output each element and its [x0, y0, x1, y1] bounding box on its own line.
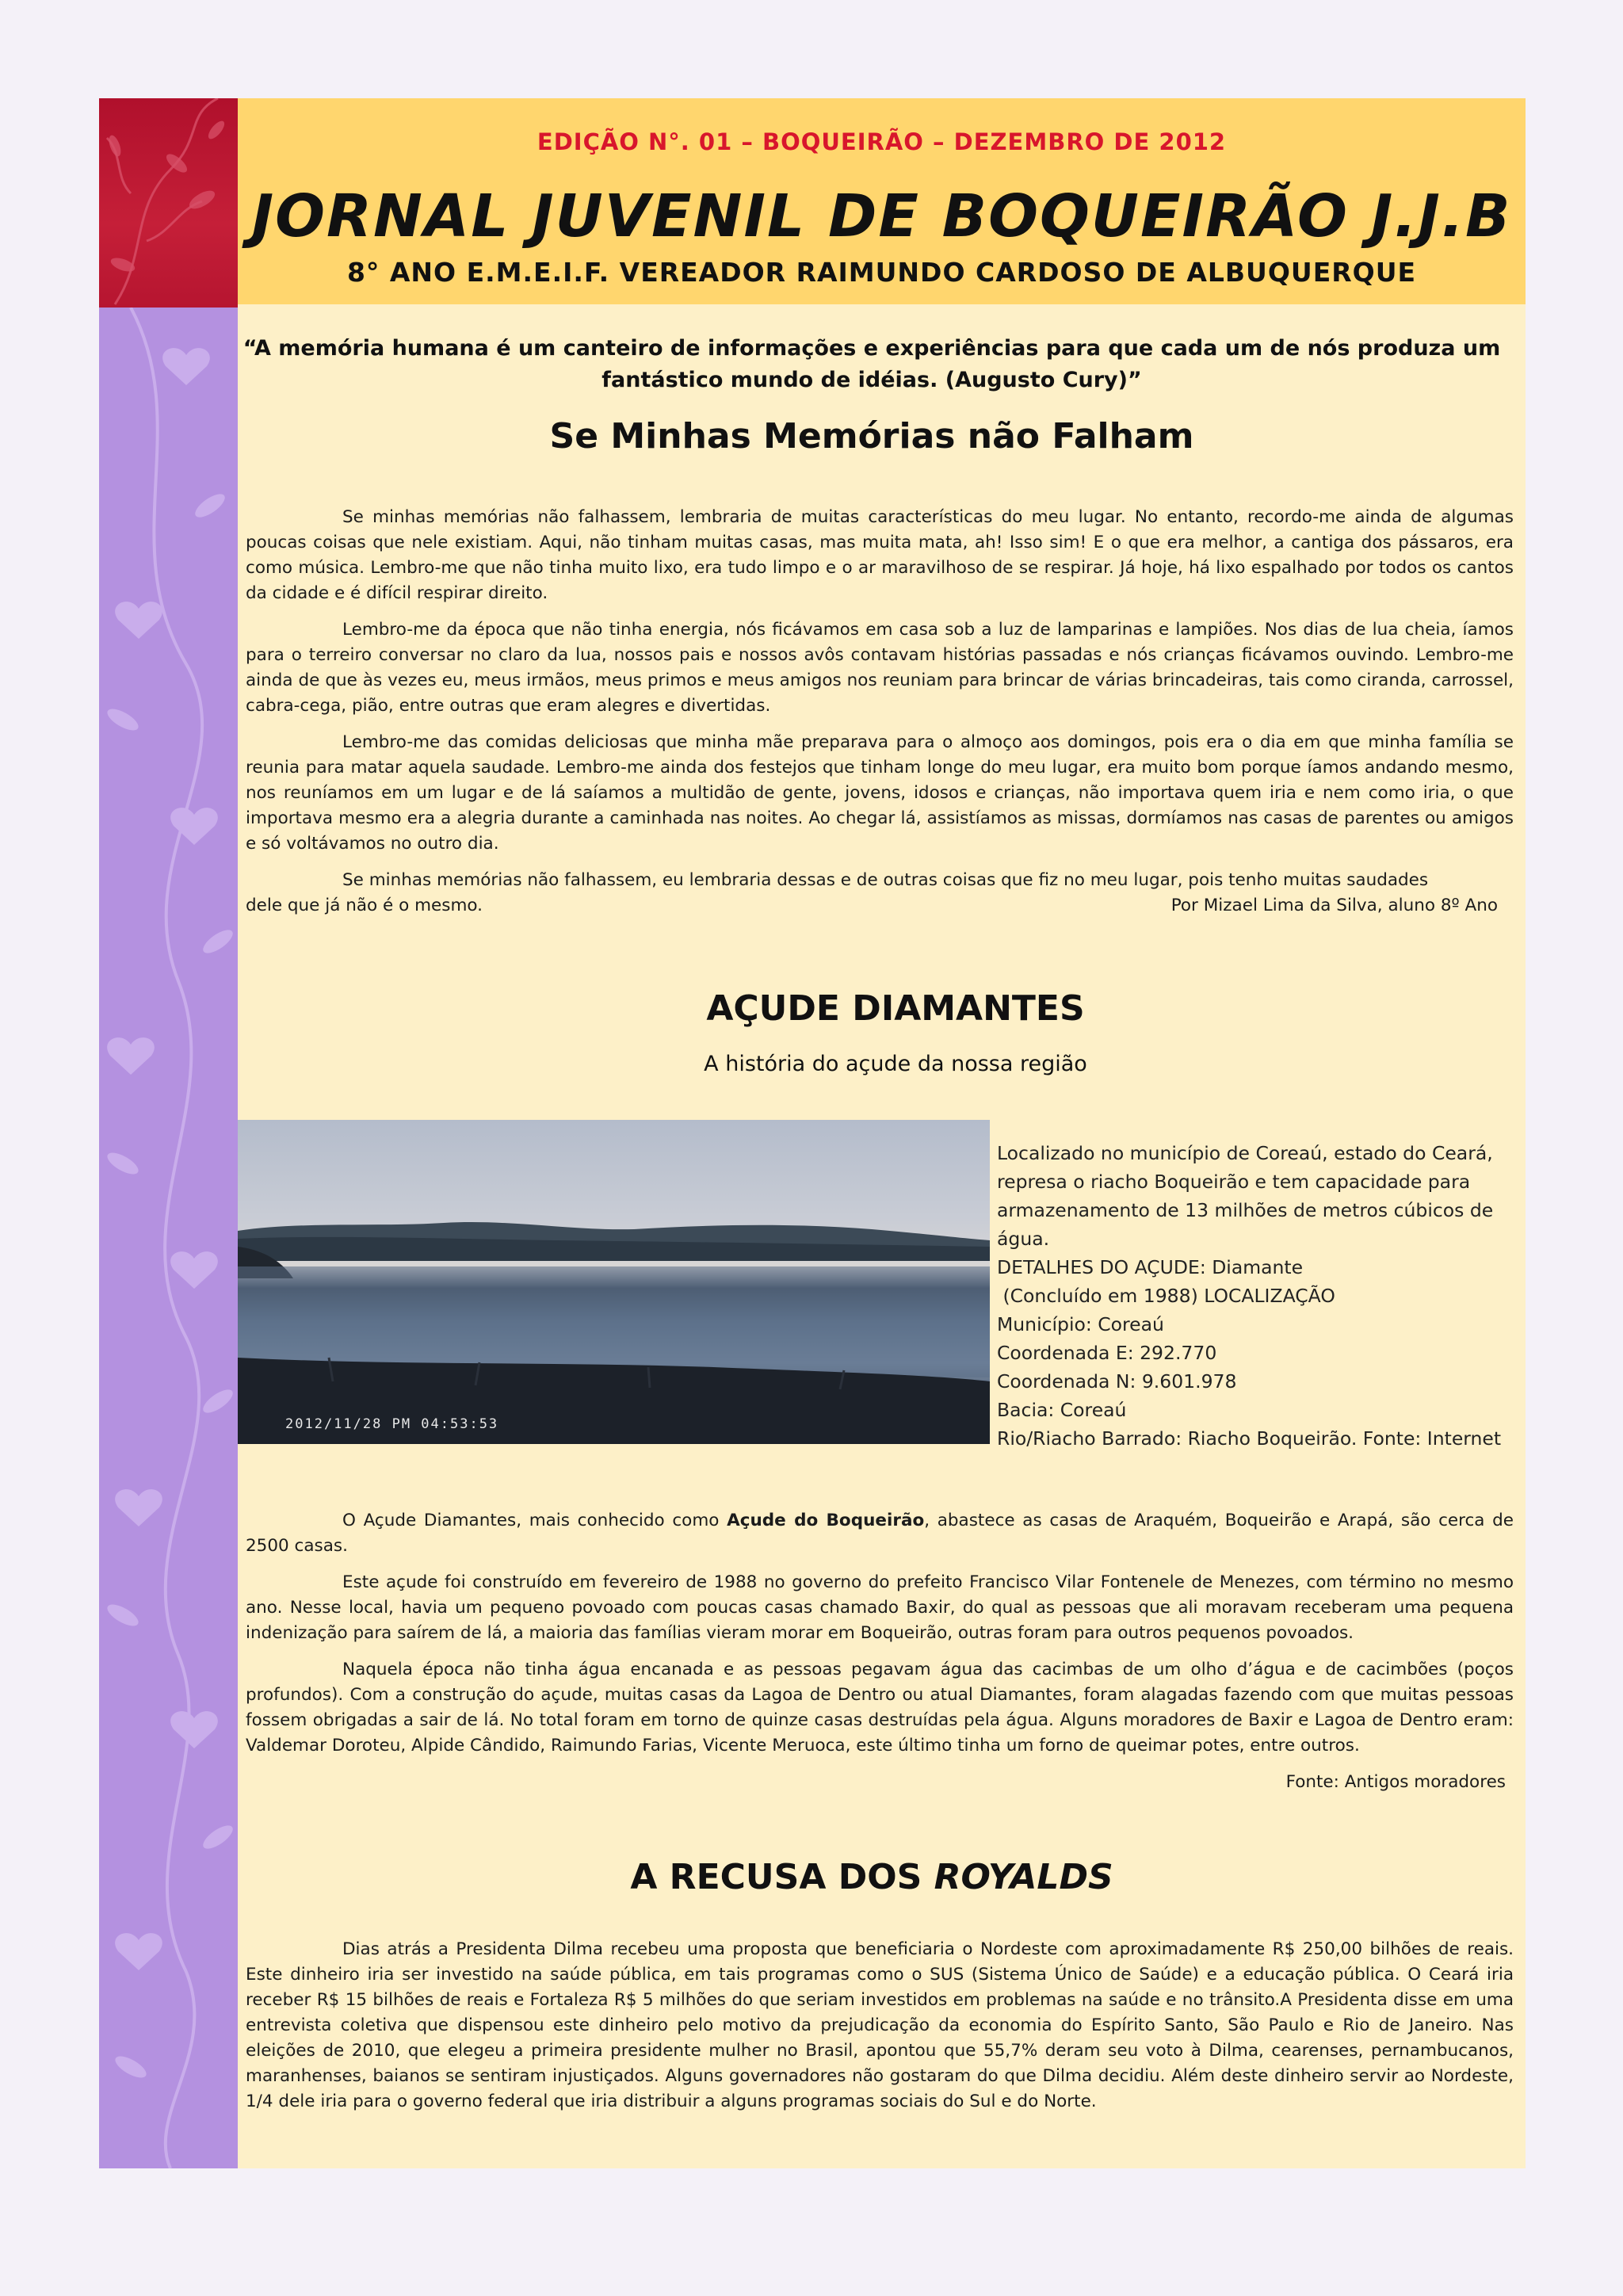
reservoir-facts	[997, 1139, 1520, 1453]
fact-line: Localizado no município de Coreaú, estado do Ceará,	[997, 1142, 1493, 1164]
article1-paragraph: Lembro-me da época que não tinha energia, nós ficávamos em casa sob a luz de lamparinas e lampiões. Nos dias de lua cheia, íamos para o terreiro conversar no claro da lua, nossos pais e nossos avôs contavam histórias passadas e nós crianças ficávamos ouvindo. Lembro-me ainda de que às vezes eu, meus irmãos, meus primos e meus amigos nos reuniam para brincar de várias brincadeiras, tais como ciranda, carrossel, cabra-cega, pião, entre outras que eram alegres e divertidas.	[246, 620, 1514, 716]
article2-paragraph	[246, 1508, 1514, 1559]
article2-p1-bold: Açude do Boqueirão	[727, 1511, 925, 1530]
article3-title-italic: ROYALDS	[934, 1857, 1113, 1897]
sidebar-purple-block	[99, 308, 238, 2168]
school-name: 8° ANO E.M.E.I.F. VEREADOR RAIMUNDO CARDOSO DE ALBUQUERQUE	[346, 257, 1417, 288]
fact-line: água.	[997, 1228, 1050, 1250]
fact-line: Município: Coreaú	[997, 1313, 1164, 1335]
article1-closing	[246, 893, 1514, 919]
article1-paragraph: Se minhas memórias não falhassem, eu lembraria dessas e de outras coisas que fiz no meu lugar, pois tenho muitas saudades	[342, 870, 1429, 890]
article2-source: Fonte: Antigos moradores	[1285, 1772, 1506, 1792]
reservoir-landscape-image	[238, 1120, 990, 1444]
fact-line: represa o riacho Boqueirão e tem capacidade para	[997, 1171, 1471, 1193]
fact-line: Rio/Riacho Barrado: Riacho Boqueirão. Fonte: Internet	[997, 1427, 1502, 1450]
article2-paragraph: Este açude foi construído em fevereiro de 1988 no governo do prefeito Francisco Vilar Fontenele de Menezes, com término no mesmo ano. Nesse local, havia um pequeno povoado com poucas casas chamado Baxir, do qual as pessoas que ali moravam receberam uma pequena indenização para saírem de lá, a maioria das famílias vieram morar em Boqueirão, outras foram para outros pequenos povoados.	[246, 1572, 1514, 1643]
article1-paragraph: Se minhas memórias não falhassem, lembraria de muitas características do meu lugar. No entanto, recordo-me ainda de algumas poucas coisas que nele existiam. Aqui, não tinham muitas casas, mas muita mata, ah! Isso sim! E o que era melhor, a cantiga dos pássaros, era como música. Lembro-me que não tinha muito lixo, era tudo limpo e o ar maravilhoso de se respirar. Já hoje, há lixo espalhado por todos os cantos da cidade e é difícil respirar direito.	[246, 507, 1514, 603]
article2-p1-text-end: , abastece as casas de Araquém, Boqueirão e Arapá, são cerca de 2500 casas.	[246, 1511, 1514, 1556]
photo-timestamp: 2012/11/28 PM 04:53:53	[285, 1416, 499, 1432]
newspaper-title: JORNAL JUVENIL DE BOQUEIRÃO J.J.B	[251, 182, 1512, 250]
reservoir-photo	[238, 1120, 990, 1444]
fact-line: Bacia: Coreaú	[997, 1399, 1127, 1421]
fact-line: armazenamento de 13 milhões de metros cúbicos de	[997, 1199, 1494, 1221]
article2-title: AÇUDE DIAMANTES	[706, 988, 1085, 1029]
article3-title-text: A RECUSA DOS	[630, 1857, 934, 1897]
article3-body	[246, 1937, 1514, 2126]
article2-body	[246, 1508, 1514, 1795]
article2-p1-text: O Açude Diamantes, mais conhecido como	[342, 1511, 727, 1530]
epigraph-quote: “A memória humana é um canteiro de informações e experiências para que cada um de nós produza um fantástico mundo de idéias. (Augusto Cury)”	[242, 336, 1501, 392]
edition-line: EDIÇÃO N°. 01 – BOQUEIRÃO – DEZEMBRO DE 2012	[537, 128, 1227, 155]
article1-signature: Por Mizael Lima da Silva, aluno 8º Ano	[1170, 896, 1498, 915]
heart-vine-ornament-icon	[99, 308, 238, 2168]
article1-closing-line: dele que já não é o mesmo.	[246, 896, 483, 915]
masthead	[238, 98, 1526, 304]
fact-line: DETALHES DO AÇUDE: Diamante	[997, 1256, 1304, 1278]
article3-title	[238, 1857, 1506, 1897]
article1-paragraph: Lembro-me das comidas deliciosas que minha mãe preparava para o almoço aos domingos, pois era o dia em que minha família se reunia para matar aquela saudade. Lembro-me ainda dos festejos que tinham longe do meu lugar, era muito bom porque íamos andando mesmo, nos reuníamos em um lugar e de lá saíamos a multidão de gente, jovens, idosos e crianças, não importava quem iria e nem como iria, o que importava mesmo era a alegria durante a caminhada nas noites. Ao chegar lá, assistíamos as missas, dormíamos nas casas de parentes ou amigos e só voltávamos no outro dia.	[246, 732, 1514, 854]
floral-ornament-icon	[99, 98, 238, 308]
article3-paragraph: Dias atrás a Presidenta Dilma recebeu uma proposta que beneficiaria o Nordeste com aproximadamente R$ 250,00 bilhões de reais. Este dinheiro iria ser investido na saúde pública, em tais programas como o SUS (Sistema Único de Saúde) e a educação pública. O Ceará iria receber R$ 15 bilhões de reais e Fortaleza R$ 5 milhões do que seriam investidos em problemas na saúde e no trânsito.A Presidenta disse em uma entrevista coletiva que dispensou este dinheiro pelo motivo da prejudicação da economia do Espírito Santo, São Paulo e Rio de Janeiro. Nas eleições de 2010, que elegeu a primeira presidente mulher no Brasil, apontou que 55,7% deram seu voto à Dilma, cearenses, pernambucanos, maranhenses, baianos se sentiram injustiçados. Alguns governadores não gostaram do que Dilma decidiu. Além deste dinheiro servir ao Nordeste, 1/4 dele iria para o governo federal que iria distribuir a alguns programas sociais do Sul e do Norte.	[246, 1939, 1514, 2111]
fact-line: (Concluído em 1988) LOCALIZAÇÃO	[997, 1285, 1335, 1307]
sidebar-red-block	[99, 98, 238, 308]
fact-line: Coordenada N: 9.601.978	[997, 1370, 1237, 1392]
article1-title: Se Minhas Memórias não Falham	[549, 416, 1194, 457]
fact-line: Coordenada E: 292.770	[997, 1342, 1217, 1364]
article2-subtitle: A história do açude da nossa região	[704, 1052, 1087, 1076]
article1-body	[246, 505, 1514, 919]
article2-paragraph: Naquela época não tinha água encanada e as pessoas pegavam água das cacimbas de um olho d’água e de cacimbões (poços profundos). Com a construção do açude, muitas casas da Lagoa de Dentro ou atual Diamantes, foram alagadas fazendo com que muitas pessoas fossem obrigadas a sair de lá. No total foram em torno de quinze casas destruídas pela água. Alguns moradores de Baxir e Lagoa de Dentro eram: Valdemar Doroteu, Alpide Cândido, Raimundo Farias, Vicente Meruoca, este último tinha um forno de queimar potes, entre outros.	[246, 1660, 1514, 1755]
